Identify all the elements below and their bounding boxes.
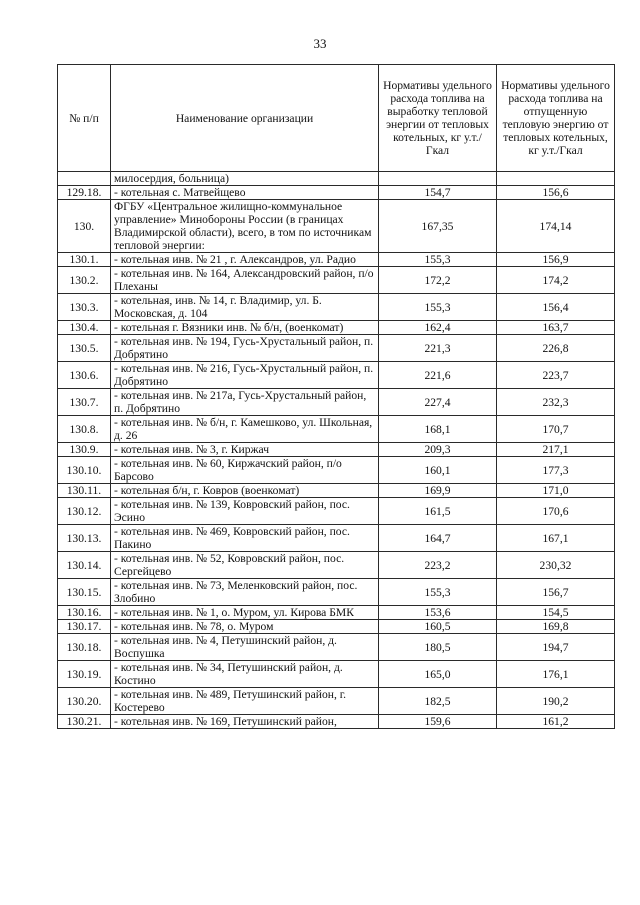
production-norm-cell: 160,5 <box>379 620 497 634</box>
row-number-cell: 129.18. <box>58 186 111 200</box>
row-number-cell: 130.13. <box>58 525 111 552</box>
fuel-norms-table <box>57 64 615 729</box>
organization-name-cell: - котельная инв. № 52, Ковровский район, пос. Сергейцево <box>111 552 379 579</box>
production-norm-cell: 182,5 <box>379 688 497 715</box>
table-row <box>58 634 615 661</box>
release-norm-cell: 217,1 <box>497 443 615 457</box>
release-norm-cell: 174,14 <box>497 200 615 253</box>
release-norm-cell: 156,9 <box>497 253 615 267</box>
release-norm-cell: 194,7 <box>497 634 615 661</box>
release-norm-cell: 177,3 <box>497 457 615 484</box>
production-norm-cell: 162,4 <box>379 321 497 335</box>
production-norm-cell: 221,3 <box>379 335 497 362</box>
row-number-cell: 130.8. <box>58 416 111 443</box>
organization-name-cell: - котельная инв. № 21 , г. Александров, ул. Радио <box>111 253 379 267</box>
organization-name-cell: - котельная инв. № 60, Киржачский район, п/о Барсово <box>111 457 379 484</box>
release-norm-cell: 190,2 <box>497 688 615 715</box>
row-number-cell: 130.16. <box>58 606 111 620</box>
row-number-cell: 130.11. <box>58 484 111 498</box>
row-number-cell: 130.4. <box>58 321 111 335</box>
table-row <box>58 416 615 443</box>
production-norm-cell: 159,6 <box>379 715 497 729</box>
release-norm-cell: 156,6 <box>497 186 615 200</box>
row-number-cell: 130.2. <box>58 267 111 294</box>
table-row <box>58 186 615 200</box>
table-row <box>58 294 615 321</box>
organization-name-cell: - котельная инв. № 216, Гусь-Хрустальный район, п. Добрятино <box>111 362 379 389</box>
organization-name-cell: - котельная инв. № 169, Петушинский район, <box>111 715 379 729</box>
row-number-cell: 130.18. <box>58 634 111 661</box>
header-production-norm: Нормативы удельного расхода топлива на выработку тепловой энергии от тепловых котельных, кг у.т./Гкал <box>379 65 497 172</box>
organization-name-cell: - котельная инв. № 73, Меленковский район, пос. Злобино <box>111 579 379 606</box>
production-norm-cell: 169,9 <box>379 484 497 498</box>
table-row <box>58 362 615 389</box>
row-number-cell: 130.12. <box>58 498 111 525</box>
table-row <box>58 321 615 335</box>
table-row <box>58 457 615 484</box>
release-norm-cell: 167,1 <box>497 525 615 552</box>
release-norm-cell: 223,7 <box>497 362 615 389</box>
row-number-cell: 130.20. <box>58 688 111 715</box>
production-norm-cell: 155,3 <box>379 579 497 606</box>
production-norm-cell: 164,7 <box>379 525 497 552</box>
organization-name-cell: - котельная инв. № 3, г. Киржач <box>111 443 379 457</box>
release-norm-cell: 156,4 <box>497 294 615 321</box>
release-norm-cell: 156,7 <box>497 579 615 606</box>
organization-name-cell: - котельная инв. № б/н, г. Камешково, ул. Школьная, д. 26 <box>111 416 379 443</box>
row-number-cell: 130.1. <box>58 253 111 267</box>
production-norm-cell: 160,1 <box>379 457 497 484</box>
organization-name-cell: - котельная инв. № 217а, Гусь-Хрустальный район, п. Добрятино <box>111 389 379 416</box>
table-row <box>58 389 615 416</box>
release-norm-cell: 174,2 <box>497 267 615 294</box>
release-norm-cell <box>497 172 615 186</box>
organization-name-cell: - котельная инв. № 4, Петушинский район, д. Воспушка <box>111 634 379 661</box>
organization-name-cell: - котельная инв. № 78, о. Муром <box>111 620 379 634</box>
row-number-cell: 130.6. <box>58 362 111 389</box>
organization-name-cell: ФГБУ «Центральное жилищно-коммунальное управление» Минобороны России (в границах Владимирской области), всего, в том по источникам тепловой энергии: <box>111 200 379 253</box>
table-row <box>58 620 615 634</box>
table-row <box>58 579 615 606</box>
release-norm-cell: 176,1 <box>497 661 615 688</box>
release-norm-cell: 170,7 <box>497 416 615 443</box>
organization-name-cell: - котельная инв. № 164, Александровский район, п/о Плеханы <box>111 267 379 294</box>
table-row <box>58 443 615 457</box>
release-norm-cell: 169,8 <box>497 620 615 634</box>
row-number-cell: 130.7. <box>58 389 111 416</box>
production-norm-cell: 227,4 <box>379 389 497 416</box>
page-number: 33 <box>313 36 327 51</box>
organization-name-cell: - котельная г. Вязники инв. № б/н, (военкомат) <box>111 321 379 335</box>
organization-name-cell: - котельная инв. № 489, Петушинский район, г. Костерево <box>111 688 379 715</box>
header-release-norm: Нормативы удельного расхода топлива на отпущенную тепловую энергию от тепловых котельных, кг у.т./Гкал <box>497 65 615 172</box>
release-norm-cell: 161,2 <box>497 715 615 729</box>
table-row <box>58 661 615 688</box>
production-norm-cell: 209,3 <box>379 443 497 457</box>
production-norm-cell: 154,7 <box>379 186 497 200</box>
release-norm-cell: 154,5 <box>497 606 615 620</box>
organization-name-cell: - котельная б/н, г. Ковров (военкомат) <box>111 484 379 498</box>
table-row <box>58 552 615 579</box>
row-number-cell: 130.9. <box>58 443 111 457</box>
production-norm-cell: 168,1 <box>379 416 497 443</box>
row-number-cell: 130.5. <box>58 335 111 362</box>
table-row <box>58 525 615 552</box>
table-row <box>58 335 615 362</box>
table-row <box>58 172 615 186</box>
row-number-cell: 130.19. <box>58 661 111 688</box>
table-row <box>58 606 615 620</box>
table-row <box>58 498 615 525</box>
table-body <box>58 172 615 729</box>
row-number-cell <box>58 172 111 186</box>
row-number-cell: 130.21. <box>58 715 111 729</box>
table-row <box>58 688 615 715</box>
release-norm-cell: 232,3 <box>497 389 615 416</box>
release-norm-cell: 163,7 <box>497 321 615 335</box>
production-norm-cell: 165,0 <box>379 661 497 688</box>
release-norm-cell: 226,8 <box>497 335 615 362</box>
production-norm-cell: 161,5 <box>379 498 497 525</box>
table-header-row <box>58 65 615 172</box>
table-row <box>58 267 615 294</box>
table-row <box>58 484 615 498</box>
production-norm-cell: 223,2 <box>379 552 497 579</box>
table-row <box>58 253 615 267</box>
header-number: № п/п <box>58 65 111 172</box>
production-norm-cell: 167,35 <box>379 200 497 253</box>
organization-name-cell: - котельная инв. № 194, Гусь-Хрустальный район, п. Добрятино <box>111 335 379 362</box>
row-number-cell: 130.10. <box>58 457 111 484</box>
organization-name-cell: - котельная с. Матвейщево <box>111 186 379 200</box>
row-number-cell: 130.15. <box>58 579 111 606</box>
organization-name-cell: - котельная инв. № 469, Ковровский район, пос. Пакино <box>111 525 379 552</box>
production-norm-cell: 155,3 <box>379 294 497 321</box>
release-norm-cell: 170,6 <box>497 498 615 525</box>
production-norm-cell: 153,6 <box>379 606 497 620</box>
production-norm-cell: 221,6 <box>379 362 497 389</box>
production-norm-cell: 172,2 <box>379 267 497 294</box>
organization-name-cell: - котельная, инв. № 14, г. Владимир, ул. Б. Московская, д. 104 <box>111 294 379 321</box>
organization-name-cell: милосердия, больница) <box>111 172 379 186</box>
production-norm-cell: 180,5 <box>379 634 497 661</box>
row-number-cell: 130.3. <box>58 294 111 321</box>
table-row <box>58 715 615 729</box>
organization-name-cell: - котельная инв. № 139, Ковровский район, пос. Эсино <box>111 498 379 525</box>
row-number-cell: 130.14. <box>58 552 111 579</box>
release-norm-cell: 230,32 <box>497 552 615 579</box>
header-organization: Наименование организации <box>111 65 379 172</box>
production-norm-cell: 155,3 <box>379 253 497 267</box>
release-norm-cell: 171,0 <box>497 484 615 498</box>
row-number-cell: 130.17. <box>58 620 111 634</box>
production-norm-cell <box>379 172 497 186</box>
table-row <box>58 200 615 253</box>
organization-name-cell: - котельная инв. № 1, о. Муром, ул. Кирова БМК <box>111 606 379 620</box>
organization-name-cell: - котельная инв. № 34, Петушинский район, д. Костино <box>111 661 379 688</box>
row-number-cell: 130. <box>58 200 111 253</box>
